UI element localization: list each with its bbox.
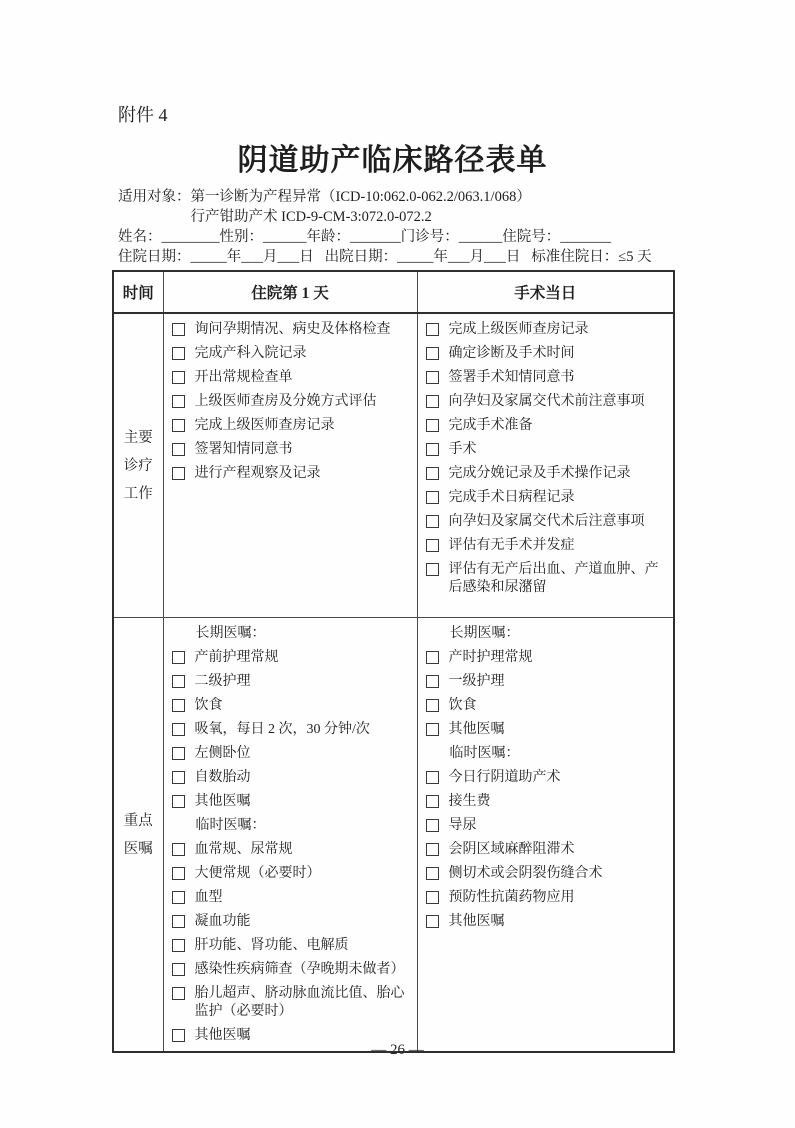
checklist-item-label: 二级护理 xyxy=(194,674,251,689)
checklist-item xyxy=(170,697,409,715)
checklist-item-label: 自数胎动 xyxy=(194,770,251,785)
row-label-line: 重点 xyxy=(123,812,153,829)
checklist-item xyxy=(424,889,666,907)
header-time: 时间 xyxy=(113,271,163,313)
checkbox-icon xyxy=(172,675,185,688)
applicable-target xyxy=(118,187,673,227)
checklist-item xyxy=(424,393,666,411)
checkbox-icon xyxy=(426,515,439,528)
checklist-item-label: 会阴区域麻醉阻滞术 xyxy=(448,842,575,857)
checklist-item-label: 血常规、尿常规 xyxy=(194,842,293,857)
checkbox-icon xyxy=(172,395,185,408)
checklist-item xyxy=(170,393,409,411)
diagnosis-line: 第一诊断为产程异常（ICD-10:062.0-062.2/063.1/068） xyxy=(190,189,531,205)
checklist-item xyxy=(424,913,666,931)
checkbox-icon xyxy=(426,419,439,432)
checkbox-icon xyxy=(426,915,439,928)
checklist-item-label: 向孕妇及家属交代术前注意事项 xyxy=(448,394,645,409)
hospital-date-line: 住院日期：_____年___月___日 出院日期：_____年___月___日 标准住院日：≤5 天 xyxy=(118,249,652,265)
checklist-item xyxy=(424,441,666,459)
checklist-item xyxy=(170,649,409,667)
checklist-item-label: 询问孕期情况、病史及体格检查 xyxy=(194,322,391,337)
cell-day1-orders xyxy=(163,618,417,1053)
checklist-item-label: 完成手术日病程记录 xyxy=(448,490,575,505)
checklist-item-label: 评估有无手术并发症 xyxy=(448,538,575,553)
cell-surgery-orders xyxy=(417,618,674,1053)
checkbox-icon xyxy=(426,395,439,408)
checkbox-icon xyxy=(172,867,185,880)
checkbox-icon xyxy=(426,795,439,808)
header-surgery: 手术当日 xyxy=(417,271,674,313)
order-group-heading: 临时医嘱： xyxy=(195,818,266,833)
checklist-item-label: 血型 xyxy=(194,890,223,905)
checklist-item xyxy=(170,985,409,1021)
checkbox-icon xyxy=(426,563,439,576)
checklist-item-label: 产前护理常规 xyxy=(194,650,279,665)
checklist-item-label: 开出常规检查单 xyxy=(194,370,293,385)
checkbox-icon xyxy=(172,747,185,760)
patient-info-line: 姓名：________性别：______年龄：_______门诊号：______住院号：_______ xyxy=(118,229,611,245)
checklist-item-label: 其他医嘱 xyxy=(194,1028,251,1043)
checkbox-icon xyxy=(172,467,185,480)
checklist-item-label: 进行产程观察及记录 xyxy=(194,466,321,481)
page-title: 阴道助产临床路径表单 xyxy=(237,144,548,177)
checkbox-icon xyxy=(426,443,439,456)
checklist-item xyxy=(170,745,409,763)
checkbox-icon xyxy=(172,795,185,808)
checklist-item xyxy=(170,321,409,339)
checklist-item-label: 肝功能、肾功能、电解质 xyxy=(194,938,349,953)
checklist-item-label: 完成手术准备 xyxy=(448,418,533,433)
checklist-item-label: 其他医嘱 xyxy=(194,794,251,809)
checklist-item-label: 饮食 xyxy=(448,698,477,713)
checklist-item xyxy=(424,865,666,883)
checklist-item-label: 吸氧，每日 2 次，30 分钟/次 xyxy=(194,722,370,737)
checklist-item xyxy=(170,721,409,739)
document-sheet xyxy=(112,103,673,1053)
checkbox-icon xyxy=(426,771,439,784)
checklist-item xyxy=(170,345,409,363)
checkbox-icon xyxy=(426,347,439,360)
checkbox-icon xyxy=(172,651,185,664)
checkbox-icon xyxy=(172,323,185,336)
checklist-item xyxy=(170,913,409,931)
checklist-item-label: 导尿 xyxy=(448,818,477,833)
checklist-item xyxy=(424,561,666,597)
checklist-item xyxy=(424,721,666,739)
checkbox-icon xyxy=(426,539,439,552)
order-group-heading: 长期医嘱： xyxy=(449,626,520,641)
row-label-line: 工作 xyxy=(123,485,153,502)
checklist-item-label: 接生费 xyxy=(448,794,491,809)
checklist-item-label: 向孕妇及家属交代术后注意事项 xyxy=(448,514,645,529)
checklist-item-label: 左侧卧位 xyxy=(194,746,251,761)
checklist-item xyxy=(170,937,409,955)
checkbox-icon xyxy=(426,867,439,880)
applicable-target-label: 适用对象： xyxy=(118,189,191,205)
checkbox-icon xyxy=(426,723,439,736)
checklist-item xyxy=(170,865,409,883)
table-header-row xyxy=(113,271,674,313)
row-label-line: 诊疗 xyxy=(123,457,153,474)
checklist-item-label: 确定诊断及手术时间 xyxy=(448,346,575,361)
table-row-key-orders xyxy=(113,618,674,1053)
checklist-item xyxy=(170,769,409,787)
checkbox-icon xyxy=(172,963,185,976)
checklist-item-label: 其他医嘱 xyxy=(448,722,505,737)
checkbox-icon xyxy=(426,651,439,664)
checklist-item xyxy=(424,345,666,363)
checkbox-icon xyxy=(172,939,185,952)
checklist-item xyxy=(424,649,666,667)
checklist-item-label: 签署知情同意书 xyxy=(194,442,293,457)
clinical-pathway-table xyxy=(112,270,675,1053)
checklist-item-label: 评估有无产后出血、产道血肿、产后感染和尿潴留 xyxy=(448,562,659,595)
checkbox-icon xyxy=(426,675,439,688)
checkbox-icon xyxy=(172,443,185,456)
row-label-main-work xyxy=(113,313,163,618)
checkbox-icon xyxy=(426,891,439,904)
checkbox-icon xyxy=(172,891,185,904)
header-day1: 住院第 1 天 xyxy=(163,271,417,313)
checklist-item xyxy=(424,537,666,555)
page-number: — 26 — xyxy=(371,1042,424,1058)
checkbox-icon xyxy=(426,467,439,480)
checklist-item xyxy=(424,369,666,387)
checklist-item-label: 完成上级医师查房记录 xyxy=(448,322,589,337)
attachment-label: 附件 4 xyxy=(118,105,168,125)
checklist-item xyxy=(170,841,409,859)
checkbox-icon xyxy=(172,771,185,784)
row-label-key-orders xyxy=(113,618,163,1053)
checkbox-icon xyxy=(172,371,185,384)
checklist-item xyxy=(424,673,666,691)
checklist-item-label: 一级护理 xyxy=(448,674,505,689)
row-label-line: 医嘱 xyxy=(123,840,153,857)
checklist-item xyxy=(170,793,409,811)
table-row-main-work xyxy=(113,313,674,618)
row-label-line: 主要 xyxy=(123,429,153,446)
checklist-item xyxy=(424,841,666,859)
table-header xyxy=(113,271,674,313)
checklist-item xyxy=(424,489,666,507)
checklist-item-label: 感染性疾病筛查（孕晚期未做者） xyxy=(194,962,405,977)
checklist-item-label: 其他医嘱 xyxy=(448,914,505,929)
checklist-item-label: 产时护理常规 xyxy=(448,650,533,665)
checkbox-icon xyxy=(426,699,439,712)
checkbox-icon xyxy=(426,819,439,832)
checklist-item xyxy=(424,321,666,339)
checklist-item xyxy=(424,697,666,715)
checklist-item-label: 胎儿超声、脐动脉血流比值、胎心监护（必要时） xyxy=(194,986,405,1019)
checklist-item-label: 侧切术或会阴裂伤缝合术 xyxy=(448,866,603,881)
checklist-item-label: 预防性抗菌药物应用 xyxy=(448,890,575,905)
checklist-item xyxy=(170,889,409,907)
checklist-item xyxy=(170,465,409,483)
checklist-item-label: 完成产科入院记录 xyxy=(194,346,307,361)
checklist-item-label: 完成上级医师查房记录 xyxy=(194,418,335,433)
checkbox-icon xyxy=(172,843,185,856)
checklist-item xyxy=(424,465,666,483)
checklist-item xyxy=(170,441,409,459)
checklist-item xyxy=(170,417,409,435)
checkbox-icon xyxy=(426,843,439,856)
checklist-item xyxy=(424,817,666,835)
checklist-item xyxy=(424,513,666,531)
checklist-item xyxy=(424,417,666,435)
checklist-item-label: 大便常规（必要时） xyxy=(194,866,321,881)
checklist-item-label: 手术 xyxy=(448,442,477,457)
order-group-heading: 长期医嘱： xyxy=(195,626,266,641)
checklist-item xyxy=(170,961,409,979)
checklist-item-label: 上级医师查房及分娩方式评估 xyxy=(194,394,377,409)
checklist-item xyxy=(424,769,666,787)
cell-surgery-tasks xyxy=(417,313,674,618)
checklist-item-label: 签署手术知情同意书 xyxy=(448,370,575,385)
cell-day1-tasks xyxy=(163,313,417,618)
checkbox-icon xyxy=(172,987,185,1000)
checklist-item-label: 今日行阴道助产术 xyxy=(448,770,561,785)
checklist-item xyxy=(170,369,409,387)
checkbox-icon xyxy=(172,915,185,928)
checklist-item xyxy=(170,673,409,691)
checkbox-icon xyxy=(172,699,185,712)
procedure-line: 行产钳助产术 ICD-9-CM-3:072.0-072.2 xyxy=(190,209,432,225)
checkbox-icon xyxy=(426,491,439,504)
checklist-item-label: 凝血功能 xyxy=(194,914,251,929)
checkbox-icon xyxy=(172,723,185,736)
checkbox-icon xyxy=(172,419,185,432)
applicable-target-value xyxy=(191,187,531,227)
checkbox-icon xyxy=(426,323,439,336)
checklist-item-label: 完成分娩记录及手术操作记录 xyxy=(448,466,631,481)
checklist-item xyxy=(424,793,666,811)
checkbox-icon xyxy=(426,371,439,384)
checkbox-icon xyxy=(172,1029,185,1042)
checkbox-icon xyxy=(172,347,185,360)
checklist-item-label: 饮食 xyxy=(194,698,223,713)
order-group-heading: 临时医嘱： xyxy=(449,746,520,761)
